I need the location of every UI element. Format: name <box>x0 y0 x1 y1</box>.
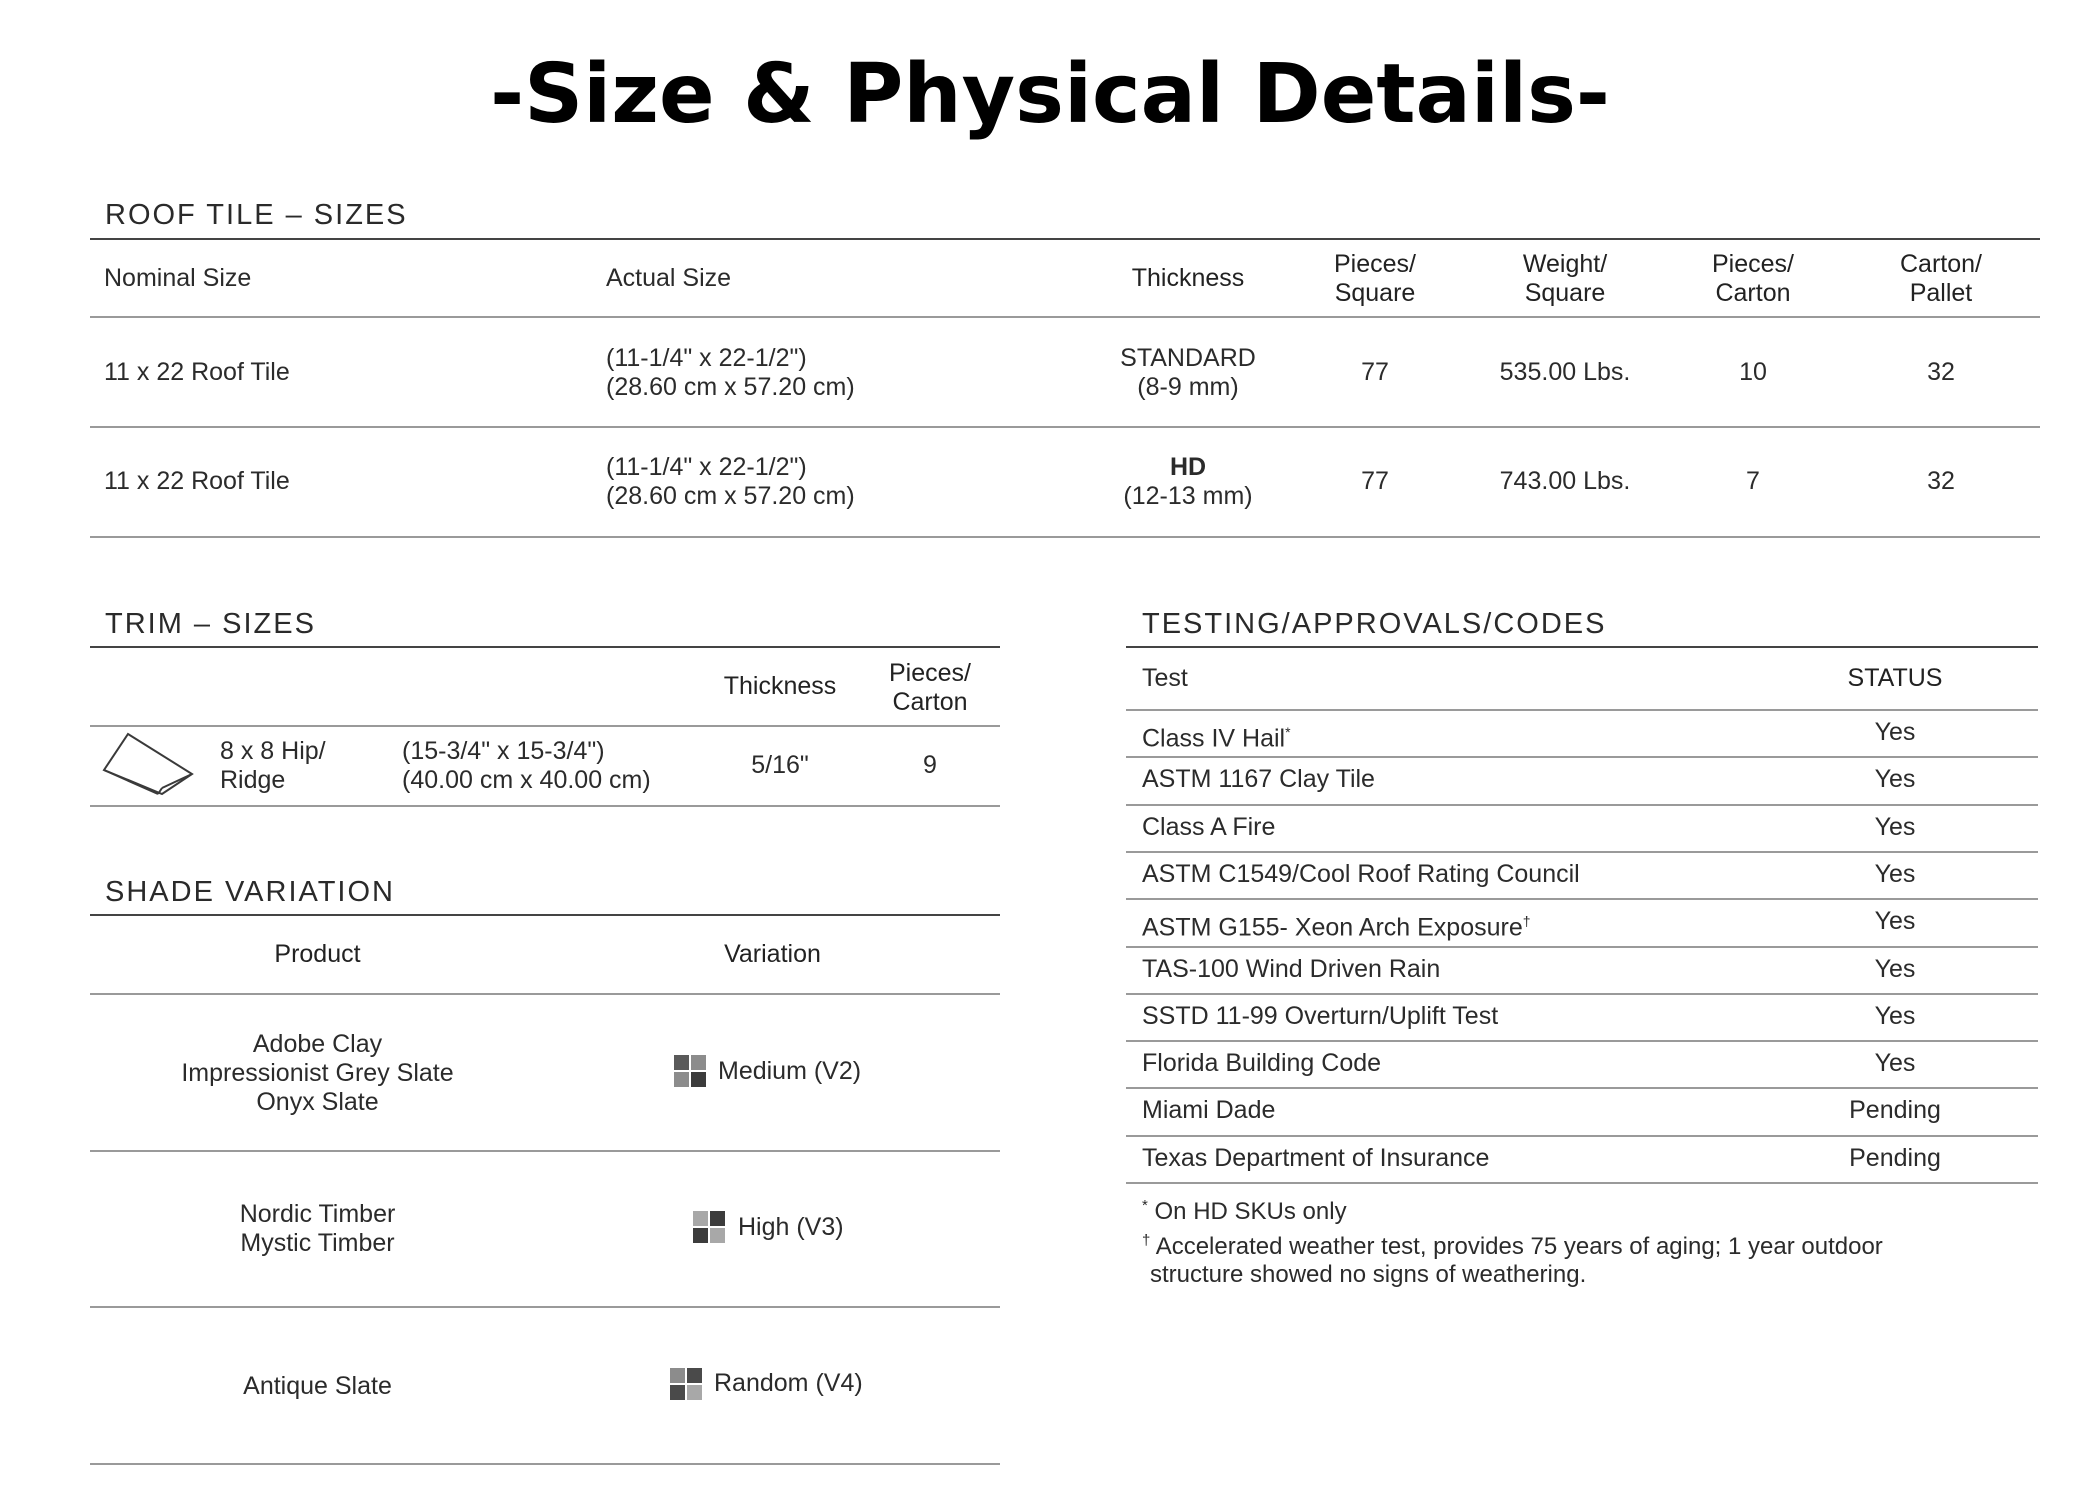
header-thickness: Thickness <box>1131 264 1245 292</box>
trim-header-thickness: Thickness <box>723 672 837 700</box>
row-divider <box>1126 1040 2038 1042</box>
medium-variation-swatch-icon <box>674 1055 706 1087</box>
roof-tile-heading: ROOF TILE – SIZES <box>105 199 408 231</box>
test-name: Miami Dade <box>1142 1096 1276 1125</box>
testing-top-rule <box>1126 646 2038 648</box>
row-divider <box>1126 898 2038 900</box>
header-actual-size: Actual Size <box>606 264 732 292</box>
trim-header-pieces-carton: Pieces/ Carton <box>889 659 971 716</box>
testing-heading: TESTING/APPROVALS/CODES <box>1142 608 1607 640</box>
header-carton-pallet: Carton/ Pallet <box>1900 250 1982 307</box>
trim-bottom-rule <box>90 805 1000 807</box>
header-pieces-square: Pieces/ Square <box>1334 250 1416 307</box>
row-divider <box>1126 804 2038 806</box>
shade-products: Nordic Timber Mystic Timber <box>239 1200 396 1257</box>
shade-variation: Random (V4) <box>714 1369 863 1397</box>
roof-tile-top-rule <box>90 238 2040 240</box>
carton-pallet: 32 <box>1927 358 1955 386</box>
footnote-mark: † <box>1522 913 1531 930</box>
shade-variation: Medium (V2) <box>718 1057 862 1085</box>
test-status: Yes <box>1874 859 1916 888</box>
test-name: Class IV Hail* <box>1142 724 1291 753</box>
actual-size: (11-1/4" x 22-1/2") (28.60 cm x 57.20 cm) <box>606 453 855 510</box>
trim-heading: TRIM – SIZES <box>105 608 316 640</box>
shade-header-product: Product <box>274 940 361 968</box>
shade-variation: High (V3) <box>738 1213 844 1241</box>
test-name: ASTM 1167 Clay Tile <box>1142 765 1375 794</box>
pieces-square: 77 <box>1361 467 1389 495</box>
random-variation-swatch-icon <box>670 1368 702 1400</box>
test-status: Yes <box>1874 765 1916 794</box>
test-status: Yes <box>1874 812 1916 841</box>
trim-pieces-carton: 9 <box>923 751 937 779</box>
roof-tile-header-rule <box>90 316 2040 318</box>
test-name: ASTM C1549/Cool Roof Rating Council <box>1142 859 1580 888</box>
shade-heading: SHADE VARIATION <box>105 876 395 908</box>
footnote-weather: † Accelerated weather test, provides 75 years of aging; 1 year outdoor structure showed no signs of weathering. <box>1142 1232 1883 1288</box>
test-status: Yes <box>1874 718 1916 746</box>
shade-products: Antique Slate <box>243 1372 392 1400</box>
testing-header-status: STATUS <box>1847 664 1943 692</box>
pieces-carton: 10 <box>1739 358 1767 386</box>
pieces-carton: 7 <box>1746 467 1760 495</box>
row-divider <box>1126 756 2038 758</box>
test-name: SSTD 11-99 Overturn/Uplift Test <box>1142 1001 1499 1030</box>
test-status: Pending <box>1849 1096 1941 1125</box>
high-variation-swatch-icon <box>693 1211 725 1243</box>
row-divider <box>90 426 2040 428</box>
shade-bottom-rule <box>90 1463 1000 1465</box>
trim-top-rule <box>90 646 1000 648</box>
row-divider <box>1126 851 2038 853</box>
footnote-hd: * On HD SKUs only <box>1142 1197 1347 1225</box>
test-name: TAS-100 Wind Driven Rain <box>1142 954 1441 983</box>
row-divider <box>1126 993 2038 995</box>
nominal-size: 11 x 22 Roof Tile <box>104 358 290 386</box>
footnote-mark: * <box>1285 724 1291 740</box>
pieces-square: 77 <box>1361 358 1389 386</box>
test-status: Yes <box>1874 1001 1916 1030</box>
row-divider <box>90 1306 1000 1308</box>
test-status: Yes <box>1874 1049 1916 1078</box>
weight-square: 535.00 Lbs. <box>1499 358 1631 386</box>
test-status: Pending <box>1849 1143 1941 1172</box>
trim-size: (15-3/4" x 15-3/4") (40.00 cm x 40.00 cm) <box>402 737 651 794</box>
row-divider <box>1126 946 2038 948</box>
test-status: Yes <box>1874 954 1916 983</box>
row-divider <box>1126 1182 2038 1184</box>
trim-name: 8 x 8 Hip/ Ridge <box>220 737 326 794</box>
shade-top-rule <box>90 914 1000 916</box>
page-title: -Size & Physical Details- <box>490 47 1610 142</box>
shade-products: Adobe Clay Impressionist Grey Slate Onyx Slate <box>181 1030 454 1116</box>
testing-header-test: Test <box>1142 664 1188 692</box>
thickness: HD (12-13 mm) <box>1123 453 1253 510</box>
nominal-size: 11 x 22 Roof Tile <box>104 467 290 495</box>
trim-thickness: 5/16" <box>751 751 809 779</box>
test-name: Texas Department of Insurance <box>1142 1143 1490 1172</box>
test-status: Yes <box>1874 907 1916 936</box>
test-name: ASTM G155- Xeon Arch Exposure† <box>1142 913 1531 942</box>
shade-header-rule <box>90 993 1000 995</box>
header-nominal-size: Nominal Size <box>104 264 252 292</box>
test-name: Florida Building Code <box>1142 1049 1382 1078</box>
header-pieces-carton: Pieces/ Carton <box>1712 250 1794 307</box>
row-divider <box>1126 1135 2038 1137</box>
trim-header-rule <box>90 725 1000 727</box>
hip-ridge-icon <box>100 732 196 798</box>
header-weight-square: Weight/ Square <box>1522 250 1608 307</box>
testing-header-rule <box>1126 709 2038 711</box>
weight-square: 743.00 Lbs. <box>1499 467 1631 495</box>
shade-header-variation: Variation <box>724 940 821 968</box>
roof-tile-bottom-rule <box>90 536 2040 538</box>
thickness: STANDARD (8-9 mm) <box>1120 344 1256 401</box>
row-divider <box>90 1150 1000 1152</box>
actual-size: (11-1/4" x 22-1/2") (28.60 cm x 57.20 cm) <box>606 344 855 401</box>
row-divider <box>1126 1087 2038 1089</box>
carton-pallet: 32 <box>1927 467 1955 495</box>
test-name: Class A Fire <box>1142 812 1276 841</box>
